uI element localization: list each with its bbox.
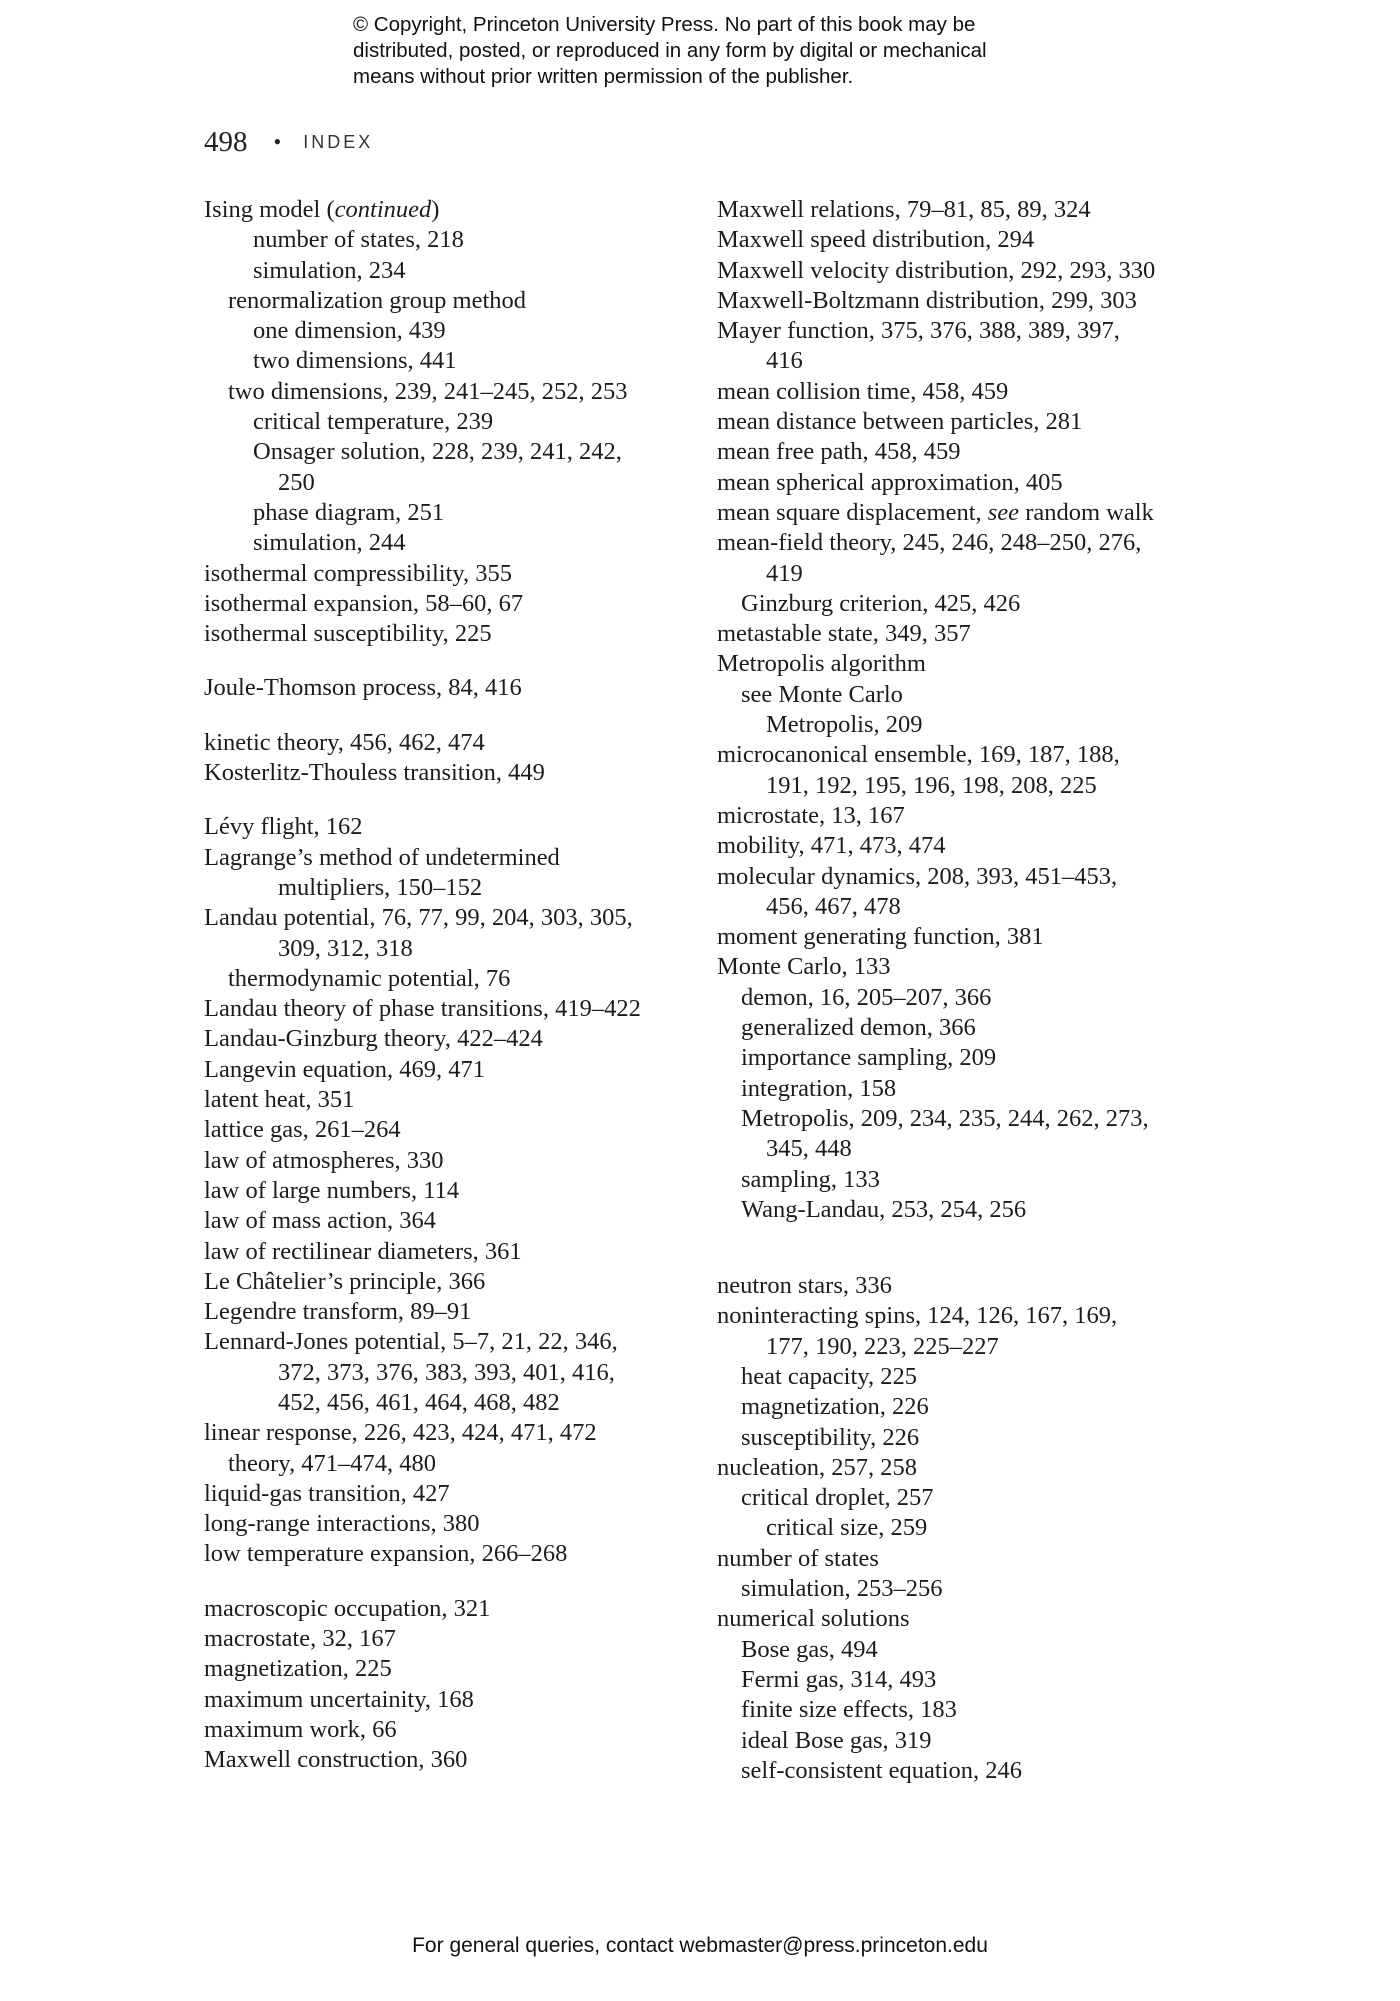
entry-text: magnetization, 226 [741,1393,929,1421]
index-entry [204,1055,704,1085]
copyright-line: © Copyright, Princeton University Press. No part of this book may be [353,13,976,36]
entry-text: 416 [766,347,803,375]
index-entry [717,1513,1237,1543]
index-entry [204,1176,704,1206]
entry-text: sampling, 133 [741,1165,880,1193]
index-entry [717,1362,1237,1392]
entry-text: Kosterlitz-Thouless transition, 449 [204,759,545,787]
index-entry [717,377,1237,407]
entry-gap [717,1225,1237,1271]
index-entry [717,740,1237,770]
index-entry [717,1074,1237,1104]
entry-text: multipliers, 150–152 [278,873,483,901]
entry-gap [204,649,704,673]
index-entry [204,256,704,286]
index-entry [204,994,704,1024]
entry-text: simulation, 234 [253,256,406,284]
entry-text: latent heat, 351 [204,1086,355,1114]
index-entry [717,1392,1237,1422]
index-entry [717,1483,1237,1513]
entry-text: mean square displacement, [717,498,988,526]
entry-text: 372, 373, 376, 383, 393, 401, 416, [278,1358,615,1386]
entry-text: Monte Carlo, 133 [717,953,891,981]
entry-text: isothermal compressibility, 355 [204,559,513,587]
entry-gap [204,788,704,812]
entry-text-after: ) [431,196,440,223]
entry-text: microstate, 13, 167 [717,801,905,829]
index-entry [717,468,1237,498]
bullet-separator: • [273,129,282,154]
entry-text: Metropolis algorithm [717,650,926,678]
index-entry [717,1134,1237,1164]
index-entry [717,1726,1237,1756]
index-entry [204,195,704,225]
entry-text: mean distance between particles, 281 [717,408,1083,436]
index-entry [204,1237,704,1267]
entry-text: magnetization, 225 [204,1655,392,1683]
entry-text: macroscopic occupation, 321 [204,1594,491,1622]
entry-text: mean collision time, 458, 459 [717,377,1009,405]
index-entry [204,1297,704,1327]
index-entry [204,1654,704,1684]
entry-text: microcanonical ensemble, 169, 187, 188, [717,741,1120,769]
entry-text: noninteracting spins, 124, 126, 167, 169, [717,1302,1118,1330]
index-entry [204,1539,704,1569]
index-entry [717,710,1237,740]
index-entry [717,498,1237,528]
entry-text: law of large numbers, 114 [204,1176,460,1204]
entry-text: Mayer function, 375, 376, 388, 389, 397, [717,317,1120,345]
index-column-left [204,195,704,1776]
index-entry [204,728,704,758]
running-head [204,120,373,164]
index-entry [204,843,704,873]
copyright-line: means without prior written permission of the publisher. [353,65,854,88]
entry-text: theory, 471–474, 480 [228,1449,436,1477]
index-entry [717,1453,1237,1483]
index-entry [204,903,704,933]
entry-text: Maxwell speed distribution, 294 [717,226,1035,254]
entry-text: simulation, 244 [253,529,406,557]
entry-text: Lagrange’s method of undetermined [204,843,560,871]
entry-text: finite size effects, 183 [741,1696,957,1724]
index-entry [717,952,1237,982]
index-entry [204,1745,704,1775]
index-entry [717,1635,1237,1665]
entry-italic: see [987,498,1020,526]
index-entry [204,1479,704,1509]
index-entry [204,1206,704,1236]
entry-text: linear response, 226, 423, 424, 471, 472 [204,1419,597,1447]
entry-text: renormalization group method [228,286,526,314]
index-entry [204,468,704,498]
entry-text: Landau theory of phase transitions, 419–422 [204,995,641,1023]
entry-text: 309, 312, 318 [278,934,413,962]
index-entry [717,1332,1237,1362]
section-title: INDEX [303,131,374,152]
entry-text: Maxwell construction, 360 [204,1746,468,1774]
index-entry [717,1104,1237,1134]
index-entry [717,316,1237,346]
entry-text: Langevin equation, 469, 471 [204,1055,486,1083]
entry-text: 456, 467, 478 [766,892,901,920]
entry-text: Joule-Thomson process, 84, 416 [204,674,522,702]
index-entry [717,1665,1237,1695]
entry-text: heat capacity, 225 [741,1362,917,1390]
entry-text: metastable state, 349, 357 [717,620,971,648]
entry-text: Metropolis, 209 [766,711,923,739]
entry-text: Lennard-Jones potential, 5–7, 21, 22, 346, [204,1328,618,1356]
page-number: 498 [204,125,248,158]
index-entry [717,771,1237,801]
index-entry [204,812,704,842]
index-entry [204,1594,704,1624]
entry-text: Wang-Landau, 253, 254, 256 [741,1195,1027,1223]
index-entry [204,589,704,619]
index-entry [204,225,704,255]
entry-text: Maxwell velocity distribution, 292, 293, 330 [717,256,1156,284]
entry-text: 191, 192, 195, 196, 198, 208, 225 [766,771,1097,799]
index-entry [717,680,1237,710]
index-entry [717,619,1237,649]
index-entry [204,437,704,467]
entry-text: low temperature expansion, 266–268 [204,1540,568,1568]
index-entry [717,286,1237,316]
copyright-line: distributed, posted, or reproduced in any form by digital or mechanical [353,39,987,62]
index-entry [717,1013,1237,1043]
index-entry [204,1449,704,1479]
entry-text: 177, 190, 223, 225–227 [766,1332,999,1360]
entry-text: ideal Bose gas, 319 [741,1726,932,1754]
entry-text: importance sampling, 209 [741,1044,997,1072]
entry-text: see Monte Carlo [741,680,903,708]
entry-text: neutron stars, 336 [717,1272,892,1300]
entry-text: mean free path, 458, 459 [717,438,961,466]
entry-text: law of rectilinear diameters, 361 [204,1237,522,1265]
entry-text: integration, 158 [741,1074,897,1102]
copyright-notice [353,12,1113,90]
index-entry [717,862,1237,892]
entry-text: Bose gas, 494 [741,1635,878,1663]
entry-text: critical temperature, 239 [253,408,494,436]
entry-text: moment generating function, 381 [717,923,1044,951]
entry-text: Landau-Ginzburg theory, 422–424 [204,1025,543,1053]
index-entry [204,559,704,589]
index-entry [204,528,704,558]
index-entry [204,1358,704,1388]
index-column-right [717,195,1237,1786]
entry-text-after: random walk [1019,498,1154,526]
entry-text: 419 [766,559,803,587]
index-entry [204,934,704,964]
entry-text: Fermi gas, 314, 493 [741,1665,937,1693]
index-entry [204,1024,704,1054]
index-entry [717,437,1237,467]
entry-gap [204,704,704,728]
entry-gap [204,1570,704,1594]
index-entry [204,1624,704,1654]
index-entry [717,528,1237,558]
entry-text: 452, 456, 461, 464, 468, 482 [278,1388,560,1416]
index-entry [204,286,704,316]
index-entry [204,673,704,703]
entry-text: maximum uncertainity, 168 [204,1685,474,1713]
index-entry [717,225,1237,255]
index-entry [717,1423,1237,1453]
entry-text: demon, 16, 205–207, 366 [741,983,992,1011]
entry-text: self-consistent equation, 246 [741,1756,1023,1784]
entry-text: Onsager solution, 228, 239, 241, 242, [253,438,622,466]
index-entry [717,1574,1237,1604]
entry-text: generalized demon, 366 [741,1014,976,1042]
index-entry [717,1165,1237,1195]
index-entry [204,1388,704,1418]
index-entry [204,316,704,346]
entry-text: Metropolis, 209, 234, 235, 244, 262, 273, [741,1104,1149,1132]
entry-text: number of states [717,1544,879,1572]
index-entry [717,1695,1237,1725]
entry-text: Maxwell-Boltzmann distribution, 299, 303 [717,286,1137,314]
entry-text: liquid-gas transition, 427 [204,1479,450,1507]
entry-text: Ising model ( [204,196,335,223]
entry-text: kinetic theory, 456, 462, 474 [204,728,485,756]
entry-text: 345, 448 [766,1135,852,1163]
index-entry [717,1301,1237,1331]
entry-text: two dimensions, 239, 241–245, 252, 253 [228,377,628,405]
entry-text: macrostate, 32, 167 [204,1625,396,1653]
index-entry [717,346,1237,376]
entry-text: simulation, 253–256 [741,1575,943,1603]
index-entry [717,589,1237,619]
entry-text: Le Châtelier’s principle, 366 [204,1267,486,1295]
entry-text: thermodynamic potential, 76 [228,964,511,992]
index-entry [717,983,1237,1013]
index-entry [717,1043,1237,1073]
index-entry [204,1115,704,1145]
entry-text: Maxwell relations, 79–81, 85, 89, 324 [717,196,1091,223]
index-entry [204,346,704,376]
index-entry [717,922,1237,952]
entry-text: phase diagram, 251 [253,498,445,526]
entry-text: maximum work, 66 [204,1715,397,1743]
entry-text: isothermal expansion, 58–60, 67 [204,589,524,617]
index-entry [204,1327,704,1357]
index-entry [717,407,1237,437]
index-entry [204,1509,704,1539]
entry-text: two dimensions, 441 [253,347,457,375]
index-entry [204,1146,704,1176]
index-entry [717,1544,1237,1574]
footer-contact: For general queries, contact webmaster@press.princeton.edu [412,1934,988,1957]
index-entry [717,892,1237,922]
index-entry [204,1085,704,1115]
index-entry [717,1271,1237,1301]
entry-text: long-range interactions, 380 [204,1510,480,1538]
entry-text: lattice gas, 261–264 [204,1116,401,1144]
index-entry [204,873,704,903]
index-entry [204,964,704,994]
entry-text: Legendre transform, 89–91 [204,1298,472,1326]
entry-text: one dimension, 439 [253,317,446,345]
index-entry [717,559,1237,589]
index-entry [717,1195,1237,1225]
entry-text: mean spherical approximation, 405 [717,468,1063,496]
entry-text: critical droplet, 257 [741,1484,934,1512]
entry-text: mobility, 471, 473, 474 [717,832,946,860]
index-entry [717,831,1237,861]
index-entry [717,801,1237,831]
index-entry [204,407,704,437]
index-entry [204,1715,704,1745]
entry-text: nucleation, 257, 258 [717,1453,918,1481]
index-entry [717,195,1237,225]
entry-text: Landau potential, 76, 77, 99, 204, 303, 305, [204,904,633,932]
entry-text: 250 [278,468,315,496]
index-entry [204,1267,704,1297]
entry-text: law of atmospheres, 330 [204,1146,444,1174]
entry-italic: continued [334,196,432,223]
index-entry [717,1604,1237,1634]
entry-text: law of mass action, 364 [204,1207,437,1235]
entry-text: number of states, 218 [253,226,464,254]
index-entry [717,649,1237,679]
entry-text: numerical solutions [717,1605,910,1633]
index-entry [717,1756,1237,1786]
index-entry [204,377,704,407]
index-entry [204,619,704,649]
entry-text: isothermal susceptibility, 225 [204,620,492,648]
entry-text: critical size, 259 [766,1514,928,1542]
entry-text: Lévy flight, 162 [204,813,363,841]
index-entry [204,758,704,788]
entry-text: molecular dynamics, 208, 393, 451–453, [717,862,1118,890]
entry-text: susceptibility, 226 [741,1423,920,1451]
entry-text: Ginzburg criterion, 425, 426 [741,589,1021,617]
index-entry [204,1418,704,1448]
entry-text: mean-field theory, 245, 246, 248–250, 276, [717,529,1142,557]
index-entry [717,256,1237,286]
index-entry [204,1685,704,1715]
index-entry [204,498,704,528]
